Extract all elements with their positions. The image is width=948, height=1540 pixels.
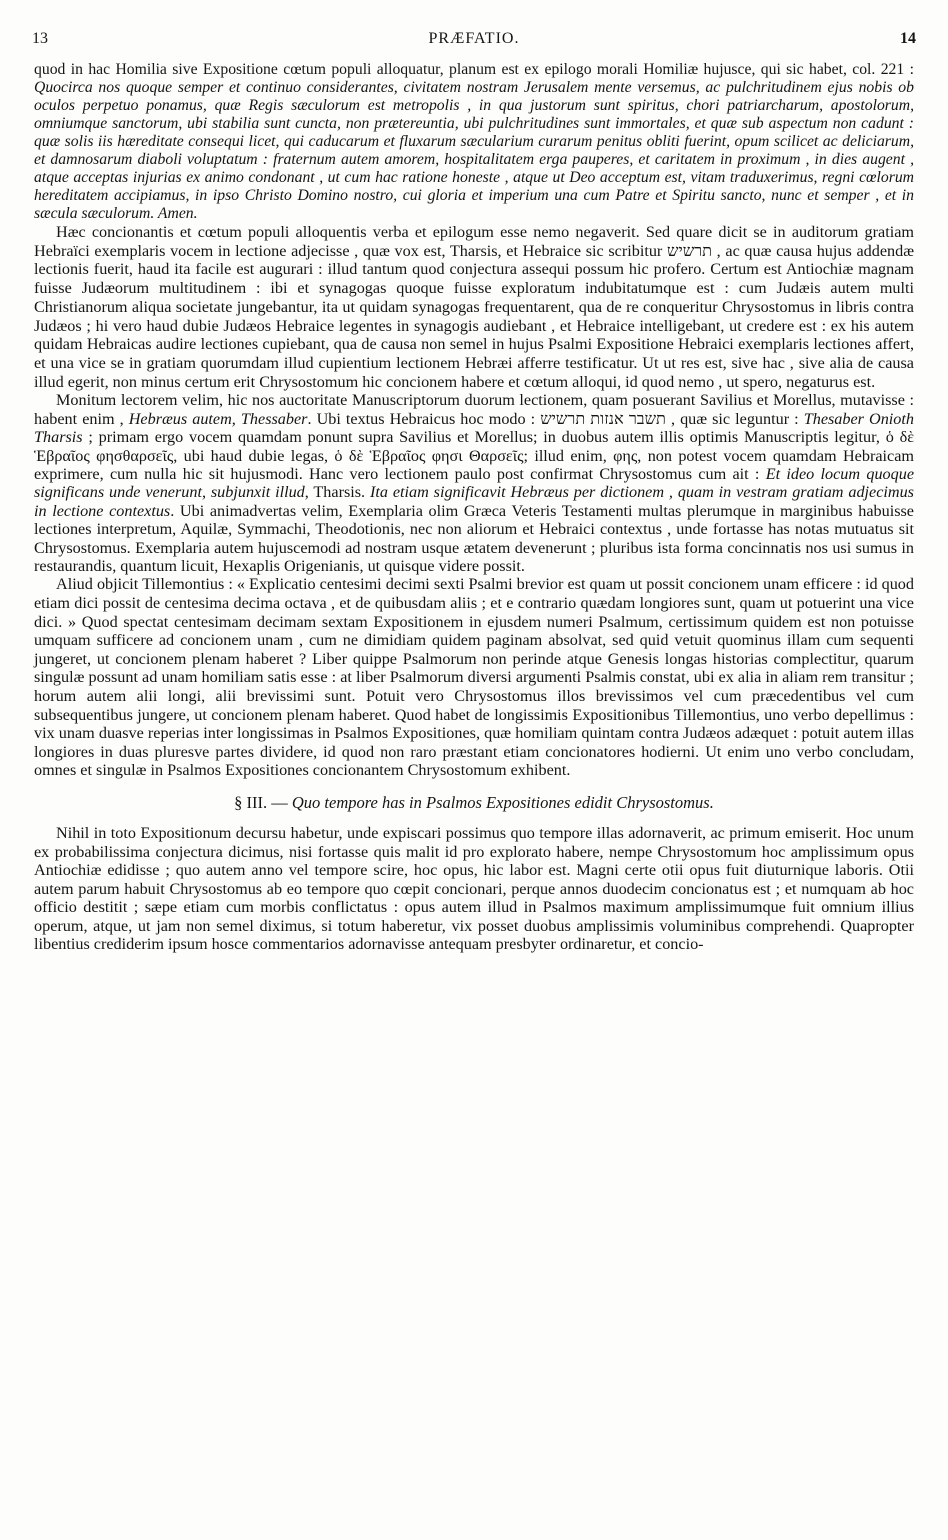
page-number-right: 14 — [900, 30, 916, 47]
italic-quotation: Et ideo locum quoque significans unde venerunt, subjunxit illud — [34, 464, 915, 502]
italic-quotation: Ita etiam significavit Hebræus per dictionem , quam in vestram gratiam adjecimus in lectione contextus — [34, 483, 914, 520]
section-title: Quo tempore has in Psalmos Expositiones edidit Chrysostomus. — [291, 792, 714, 812]
paragraph-text: Nihil in toto Expositionum decursu habetur, unde expiscari possimus quo tempore illas adornaverit, ac primum emiserit. Hoc unum ex probabilissima conjectura dicimus, nisi fortasse quis malit id pro explorato habere, nempe Chrysostomum hoc amplissimum opus Antiochiæ edidisse ; quo autem anno vel tempore scire, hoc opus, hic labor est. Magni certe otii opus fuit diuturnique laboris. Otii autem parum habuit Chrysostomus ab eo tempore quo cœpit concionari, perque annos duodecim concionatus est ; et numquam ab hoc officio destitit ; sæpe etiam cum morbis conflictatus : opus autem illud in Psalmos maximum amplissimumque fuit omnium illius operum, atque, ut jam non semel diximus, si totum haberetur, vix posset duobus amplissimis voluminibus comprehendi. Quapropter libentius crediderim ipsum hosce commentarios adornavisse antequam presbyter ordinaretur, et concio- — [34, 823, 914, 954]
running-header — [28, 30, 920, 54]
paragraph-text: Aliud objicit Tillemontius : « Explicatio centesimi decimi sexti Psalmi brevior est quam ut possit concionem unam efficere : id quod etiam dici possit de centesima decima octava , et de quibusdam aliis ; et e contrario quædam longiores sunt, quam ut potuerint una vice dici. » Quod spectat centesimam decimam sextam Expositionem in ejusdem numeri Psalmum, certissimum quidem est non potuisse umquam sufficere ad concionem unam , cum ne dimidiam quidem paginam absolvat, sed quid vetuit quominus illam cum sequenti jungeret, ut concionem plenam haberet ? Liber quippe Psalmorum non perinde atque Genesis longas historias complectitur, quarum singulæ possunt ad unam homiliam satis esse : at liber Psalmorum diversi argumenti Psalmis constat, ubi ex alia in aliam rem transitur ; horum autem alii longi, alii brevissimi sunt. Potuit vero Chrysostomus illos brevissimos vel cum præcedentibus vel cum subsequentibus jungere, ut concionem plenam haberet. Quod habet de longissimis Expositionibus Tillemontius, uno verbo depellimus : vix unam duasve reperias inter longissimas in Psalmos Expositiones, quæ homiliam quintam contra Judæos adæquet : potuit autem illas longiores in duas pluresve partes dividere, id quod non raro præstant etiam concionatores hodierni. Ut enim uno verbo concludam, omnes et singulæ in Psalmos Expositiones concionantem Chrysostomum exhibent. — [34, 575, 914, 780]
section-heading — [34, 792, 914, 814]
paragraph-text: Monitum lectorem velim, hic nos auctoritate Manuscriptorum duorum lectionem, quam posuerant Savilius et Morellus, mutavisse : habent enim , — [34, 391, 914, 428]
running-title: PRÆFATIO. — [428, 30, 520, 47]
paragraph-text: ; primam ergo vocem quamdam ponunt supra Savilius et Morellus; in duobus autem illis optimis Manuscriptis legitur, ὁ δὲ Ἑβραῖος φησθαρσεῖς, ubi haud dubie legas, ὁ δὲ Ἑβραῖος φησι Θαρσεῖς; illud enim, φης, non potest vocem quamdam Hebraicam exprimere, cum nulla hic sit hujusmodi. Hanc vero lectionem paulo post confirmat Chrysostomus cum ait : — [34, 428, 914, 483]
italic-quotation: Quocirca nos quoque semper et continuo considerantes, civitatem nostram Jerusalem mente versemus, ac pulchritudinem ejus nobis ob oculos perpetuo ponamus, quæ Regis sæculorum est metropolis , in qua justorum sunt spiritus, chori patriarcharum, apostolorum, omniumque sanctorum, ubi stabilia sunt cuncta, non prætereuntia, ubi pulchritudines sunt immortales, et quæ sub aspectum non cadunt : quæ solis iis hæreditate consequi licet, qui caducarum et fluxarum sæcularium curarum penitus obliti fuerint, opum scilicet ac deliciarum, et damnosarum diaboli voluptatum : fraternum autem amorem, hospitalitatem erga pauperes, et caritatem in proximum , in dies augent , atque acceptas injurias ex animo condonant , ut cum hac ratione honeste , atque ut Deo acceptum est, vitam traduxerimus, regni cœlorum hereditatem accipiamus, in ipso Christo Domino nostro, cui gloria et imperium una cum Patre et Spiritu sancto, nunc et semper , et in sæcula sæculorum. Amen. — [34, 79, 914, 222]
paragraph-text: , Tharsis. — [304, 483, 370, 502]
paragraph-text: . Ubi textus Hebraicus hoc modo : תשבר אנזות תרשיש , quæ sic leguntur : — [307, 409, 804, 428]
italic-quotation: Thesaber Onioth Tharsis — [34, 409, 914, 447]
page-number-left: 13 — [32, 30, 48, 47]
paragraph-monitum — [34, 391, 914, 575]
paragraph-text: . Ubi animadvertas velim, Exemplaria olim Græca Veteris Testamenti multas plerumque in marginibus habuisse lectiones interpretum, Aquilæ, Symmachi, Theodotionis, nec non aliorum et Hebraici contextus , unde fortasse has notas mutuatus sit Chrysostomus. Exemplaria autem hujuscemodi ad nostram usque ætatem devenerunt ; pluribus ista forma concinnatis nos usi sumus in restaurandis, quantum licuit, Hexaplis Origenianis, ut quisque videre possit. — [34, 501, 914, 575]
paragraph-text: quod in hac Homilia sive Expositione cœtum populi alloquatur, planum est ex epilogo morali Homiliæ hujusce, qui sic habet, col. 221 : — [34, 61, 914, 78]
page-body — [34, 61, 914, 954]
paragraph-text: Hæc concionantis et cœtum populi alloquentis verba et epilogum esse nemo negaverit. Sed quare dicit se in auditorum gratiam Hebraïci exemplaris vocem in lectione adjecisse , quæ vox est, Tharsis, et Hebraice sic scribitur תרשיש , ac quæ causa hujus addendæ lectionis fuerit, haud ita facile est augurari : illud tantum quod conjectura assequi possum hic profero. Certum est Antiochiæ magnam fuisse Judæorum multitudinem : ibi et synagogas quoque fuisse exploratum indubitatumque est : cum Judæis autem multi Christianorum aliqua societate jungebantur, ita ut quidam synagogas frequentarent, qua de re conqueritur Chrysostomus in libris contra Judæos ; hi vero haud dubie Judæos Hebraice legentes in synagogis audiebant , et Hebraice intelligebant, ut credere est : ex his autem quidam Hebraicas audire lectiones cupiebant, qua de causa non semel in hujus Psalmi Expositione Hebraici exemplaris lectiones affert, et una vice se in gratiam quorumdam illud cupientium lectionem Hebræi afferre testificatur. Ut ut res est, sive hac , sive alia de causa illud egerit, non minus certum erit Chrysostomum hic concionem habere et cœtum alloqui, id quod nemo , ut spero, negaturus est. — [34, 223, 914, 391]
paragraph-tillemontius — [34, 575, 914, 780]
paragraph-concionantis — [34, 223, 914, 391]
italic-quotation: Hebræus autem, Thessaber — [128, 409, 308, 428]
paragraph-nihil — [34, 824, 914, 954]
paragraph-homily-epilogue — [34, 61, 914, 223]
section-number: § III. — — [234, 792, 292, 812]
